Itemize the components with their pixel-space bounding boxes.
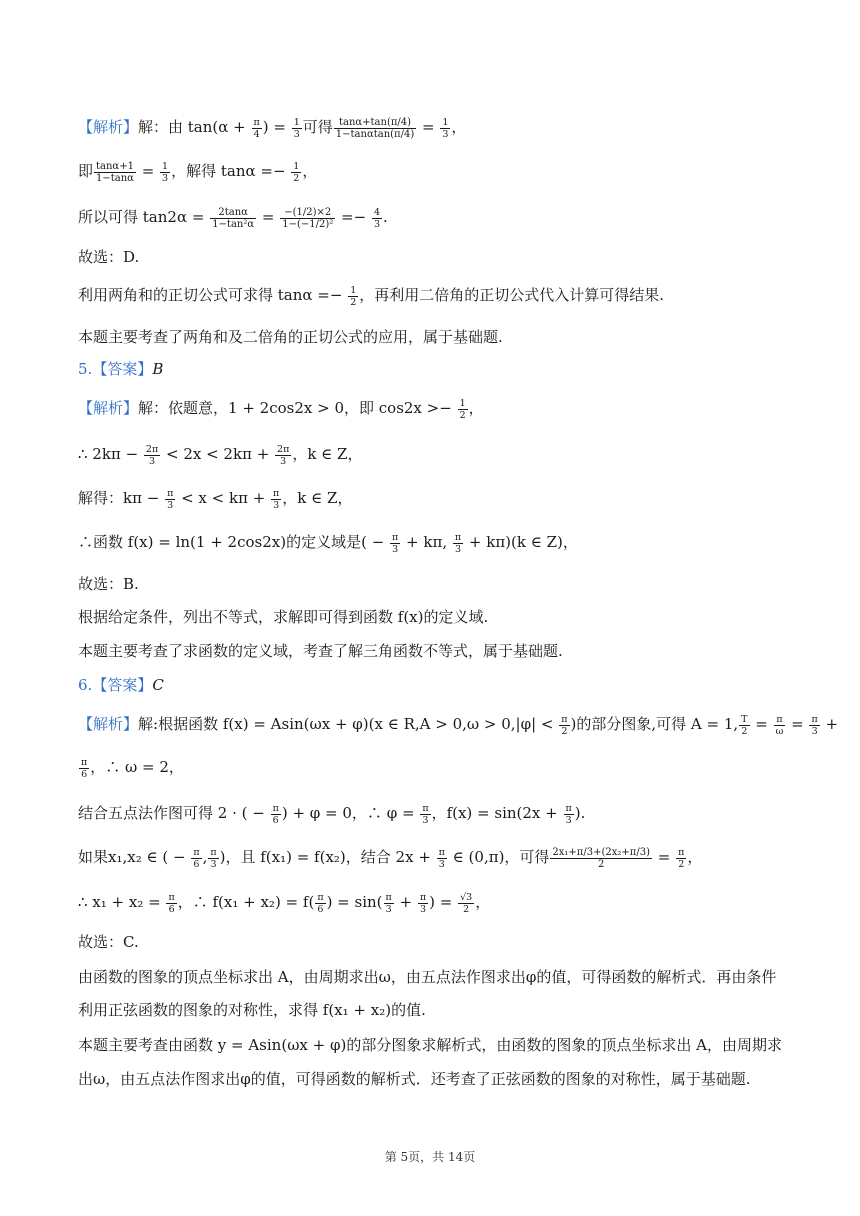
text-segment: )的部分图象,可得 A = 1,: [570, 715, 739, 733]
q6-line-7: 由函数的图象的顶点坐标求出 A，由周期求出ω，由五点法作图求出φ的值，可得函数的解析式．再由条件: [78, 968, 777, 986]
fraction: [292, 117, 302, 140]
text-segment: tanα+1: [96, 160, 134, 172]
q4-line-3: [78, 206, 790, 230]
text-segment: 6: [193, 858, 200, 870]
text-segment: 2: [561, 725, 568, 737]
text-segment: + kπ)(k ∈ Z)，: [464, 533, 578, 551]
q5-line-6: 根据给定条件，列出不等式，求解即可得到函数 f(x)的定义域.: [78, 608, 489, 626]
fraction: [275, 444, 291, 467]
text-segment: ∴ x₁ + x₂ =: [78, 893, 166, 911]
text-segment: 利用两角和的正切公式可求得 tanα =−: [78, 286, 348, 304]
q6-line-8: 利用正弦函数的图象的对称性，求得 f(x₁ + x₂)的值.: [78, 1001, 426, 1019]
fraction: [372, 207, 382, 230]
text-segment: 1: [162, 160, 169, 172]
q5-line-1: [78, 397, 790, 421]
text-segment: π: [385, 891, 392, 903]
fraction: [160, 161, 170, 184]
fraction: [271, 488, 281, 511]
text-segment: ,: [202, 848, 208, 866]
text-segment: 1−tan²α: [212, 218, 255, 230]
fraction: [437, 847, 447, 870]
text-segment: ，k ∈ Z，: [292, 445, 363, 463]
text-segment: π: [774, 714, 786, 726]
text-segment: 3: [419, 903, 427, 915]
text-segment: π: [272, 802, 279, 814]
text-segment: 3: [273, 499, 280, 511]
text-segment: 3: [454, 543, 462, 555]
text-segment: π: [210, 846, 217, 858]
text-segment: 可得: [302, 118, 333, 136]
q6-line-4: [78, 846, 790, 870]
text-segment: 6: [317, 903, 324, 915]
text-segment: =: [417, 118, 440, 136]
text-segment: 1−(−1/2)²: [282, 218, 334, 230]
text-segment: 2: [459, 409, 466, 421]
text-segment: .: [383, 208, 388, 226]
q6-line-1: [78, 713, 839, 737]
text-segment: 1−tanαtan(π/4): [335, 128, 415, 140]
text-segment: π: [438, 846, 445, 858]
fraction: [458, 892, 474, 915]
text-segment: 所以可得 tan2α =: [78, 208, 210, 226]
text-segment: π: [419, 891, 427, 903]
text-segment: π: [422, 802, 429, 814]
fraction: [550, 847, 652, 870]
text-segment: 3: [210, 858, 217, 870]
fraction: [774, 714, 786, 737]
text-segment: ，k ∈ Z，: [282, 489, 353, 507]
text-segment: 2π: [277, 443, 290, 455]
q6-line-5: [78, 891, 790, 915]
text-segment: 3: [162, 172, 169, 184]
fraction: [208, 847, 218, 870]
q6-line-2: [78, 756, 790, 780]
text-segment: π: [561, 713, 568, 725]
q5-line-2: [78, 443, 790, 467]
q5-line-7: 本题主要考查了求函数的定义域，考查了解三角函数不等式，属于基础题.: [78, 642, 563, 660]
text-segment: 1: [293, 116, 300, 128]
text-segment: =: [786, 715, 809, 733]
fraction: [334, 117, 416, 140]
text-segment: tanα+tan(π/4): [334, 117, 416, 129]
text-segment: =: [257, 208, 280, 226]
text-segment: π: [678, 846, 685, 858]
fraction: [94, 161, 136, 184]
q6-line-6: 故选：C.: [78, 933, 139, 951]
text-segment: ，解得 tanα =−: [171, 162, 291, 180]
text-segment: 解：由 tan(α +: [138, 118, 251, 136]
text-segment: 5.: [78, 360, 93, 378]
text-segment: 4: [373, 206, 380, 218]
text-segment: ，: [475, 893, 491, 911]
fraction: [453, 532, 463, 555]
fraction: [739, 714, 749, 737]
text-segment: −(1/2)×2: [280, 207, 335, 219]
text-segment: 3: [167, 499, 174, 511]
text-segment: 1−tanα: [96, 172, 134, 184]
text-segment: ∴函数 f(x) = ln(1 + 2cos2x)的定义域是( −: [78, 533, 390, 551]
text-segment: 2tanα: [210, 207, 256, 219]
text-segment: π: [392, 531, 399, 543]
text-segment: 即: [78, 162, 94, 180]
analysis-tag: 【解析】: [78, 118, 139, 136]
text-segment: ∈ (0,π)，可得: [447, 848, 550, 866]
text-segment: 3: [385, 903, 392, 915]
text-segment: ，: [451, 118, 467, 136]
text-segment: π: [811, 713, 818, 725]
fraction: [809, 714, 819, 737]
text-segment: π: [454, 531, 462, 543]
text-segment: ).: [574, 804, 586, 822]
fraction: [559, 714, 569, 737]
text-segment: 结合五点法作图可得 2 · ( −: [78, 804, 270, 822]
text-segment: π: [317, 891, 324, 903]
text-segment: 6: [81, 768, 88, 780]
answer-tag: 【答案】: [92, 360, 153, 378]
fraction: [252, 117, 262, 140]
fraction: [144, 444, 160, 467]
text-segment: ) + φ = 0，∴ φ =: [281, 804, 420, 822]
text-segment: 4: [253, 128, 260, 140]
text-segment: 3: [565, 814, 572, 826]
fraction: [676, 847, 686, 870]
text-segment: 3: [422, 814, 429, 826]
text-segment: B: [152, 360, 164, 378]
fraction: [191, 847, 201, 870]
text-segment: π: [167, 487, 174, 499]
text-segment: 3: [438, 858, 445, 870]
q4-line-4: 故选：D.: [78, 248, 140, 266]
text-segment: =−: [336, 208, 371, 226]
text-segment: 解：依题意，1 + 2cos2x > 0，即 cos2x >−: [138, 399, 457, 417]
text-segment: C: [152, 676, 164, 694]
fraction: [166, 892, 176, 915]
text-segment: ，∴ ω = 2，: [90, 758, 184, 776]
text-segment: ，: [687, 848, 703, 866]
page-number: 第 5页，共 14页: [384, 1150, 476, 1164]
analysis-tag: 【解析】: [78, 399, 139, 417]
fraction: [165, 488, 175, 511]
text-segment: 2π: [145, 443, 159, 455]
text-segment: )，且 f(x₁) = f(x₂)，结合 2x +: [219, 848, 436, 866]
text-segment: ) = sin(: [326, 893, 383, 911]
text-segment: π: [565, 802, 572, 814]
answer-tag: 【答案】: [92, 676, 153, 694]
q4-line-5: [78, 284, 790, 308]
fraction: [210, 207, 256, 230]
text-segment: 1: [350, 284, 357, 296]
q6-line-3: [78, 802, 790, 826]
q5-line-5: 故选：B.: [78, 575, 139, 593]
text-segment: 3: [293, 128, 300, 140]
fraction: [564, 803, 574, 826]
text-segment: 1: [442, 116, 449, 128]
fraction: [440, 117, 450, 140]
text-segment: π: [273, 487, 280, 499]
text-segment: 1: [293, 160, 300, 172]
text-segment: 2: [741, 725, 748, 737]
q5-line-3: [78, 487, 790, 511]
q6-line-9: 本题主要考查由函数 y = Asin(ωx + φ)的部分图象求解析式，由函数的图象的顶点坐标求出 A，由周期求: [78, 1036, 782, 1054]
q5-answer: [78, 358, 790, 380]
text-segment: 3: [149, 455, 156, 467]
text-segment: π: [168, 891, 175, 903]
text-segment: ，∴ f(x₁ + x₂) = f(: [177, 893, 315, 911]
fraction: [79, 757, 89, 780]
fraction: [291, 161, 301, 184]
text-segment: 解得：kπ −: [78, 489, 165, 507]
text-segment: 2x₁+π/3+(2x₂+π/3): [552, 846, 650, 858]
q5-line-4: [78, 531, 790, 555]
text-segment: + kπ,: [401, 533, 452, 551]
text-segment: 6: [168, 903, 175, 915]
text-segment: 如果x₁,x₂ ∈ ( −: [78, 848, 191, 866]
text-segment: π: [81, 756, 88, 768]
text-segment: T: [741, 713, 748, 725]
text-segment: ，: [468, 399, 484, 417]
text-segment: =: [653, 848, 676, 866]
text-segment: 2: [293, 172, 300, 184]
q4-line-2: [78, 160, 790, 184]
text-segment: 6: [272, 814, 279, 826]
fraction: [390, 532, 400, 555]
text-segment: +: [820, 715, 839, 733]
text-segment: < 2x < 2kπ +: [161, 445, 275, 463]
text-segment: π: [253, 116, 260, 128]
fraction: [280, 207, 335, 230]
text-segment: √3: [460, 891, 473, 903]
text-segment: =: [750, 715, 773, 733]
fraction: [271, 803, 281, 826]
text-segment: ) =: [429, 893, 458, 911]
text-segment: 6.: [78, 676, 93, 694]
text-segment: +: [394, 893, 417, 911]
analysis-tag: 【解析】: [78, 715, 139, 733]
fraction: [384, 892, 394, 915]
text-segment: ω: [775, 725, 784, 737]
text-segment: 3: [811, 725, 818, 737]
fraction: [348, 285, 358, 308]
text-segment: 2: [463, 903, 470, 915]
text-segment: 2: [598, 858, 605, 870]
q6-answer: [78, 674, 790, 696]
text-segment: ∴ 2kπ −: [78, 445, 143, 463]
text-segment: =: [136, 162, 160, 180]
text-segment: ，f(x) = sin(2x +: [431, 804, 563, 822]
text-segment: 3: [373, 218, 380, 230]
text-segment: 3: [442, 128, 449, 140]
fraction: [315, 892, 325, 915]
text-segment: 解:根据函数 f(x) = Asin(ωx + φ)(x ∈ R,A > 0,ω > 0,|φ| <: [138, 715, 559, 733]
q6-line-10: 出ω，由五点法作图求出φ的值，可得函数的解析式．还考查了正弦函数的图象的对称性，属于基础题.: [78, 1070, 751, 1088]
text-segment: 3: [392, 543, 399, 555]
fraction: [418, 892, 428, 915]
q4-line-6: 本题主要考查了两角和及二倍角的正切公式的应用，属于基础题.: [78, 328, 503, 346]
fraction: [458, 398, 468, 421]
text-segment: 1: [459, 397, 466, 409]
text-segment: 2: [678, 858, 685, 870]
text-segment: ) =: [262, 118, 291, 136]
text-segment: < x < kπ +: [176, 489, 271, 507]
fraction: [420, 803, 430, 826]
text-segment: 3: [280, 455, 287, 467]
text-segment: ，再利用二倍角的正切公式代入计算可得结果.: [359, 286, 665, 304]
q4-line-1: [78, 116, 790, 140]
text-segment: ，: [302, 162, 318, 180]
text-segment: π: [193, 846, 200, 858]
text-segment: 2: [350, 296, 357, 308]
